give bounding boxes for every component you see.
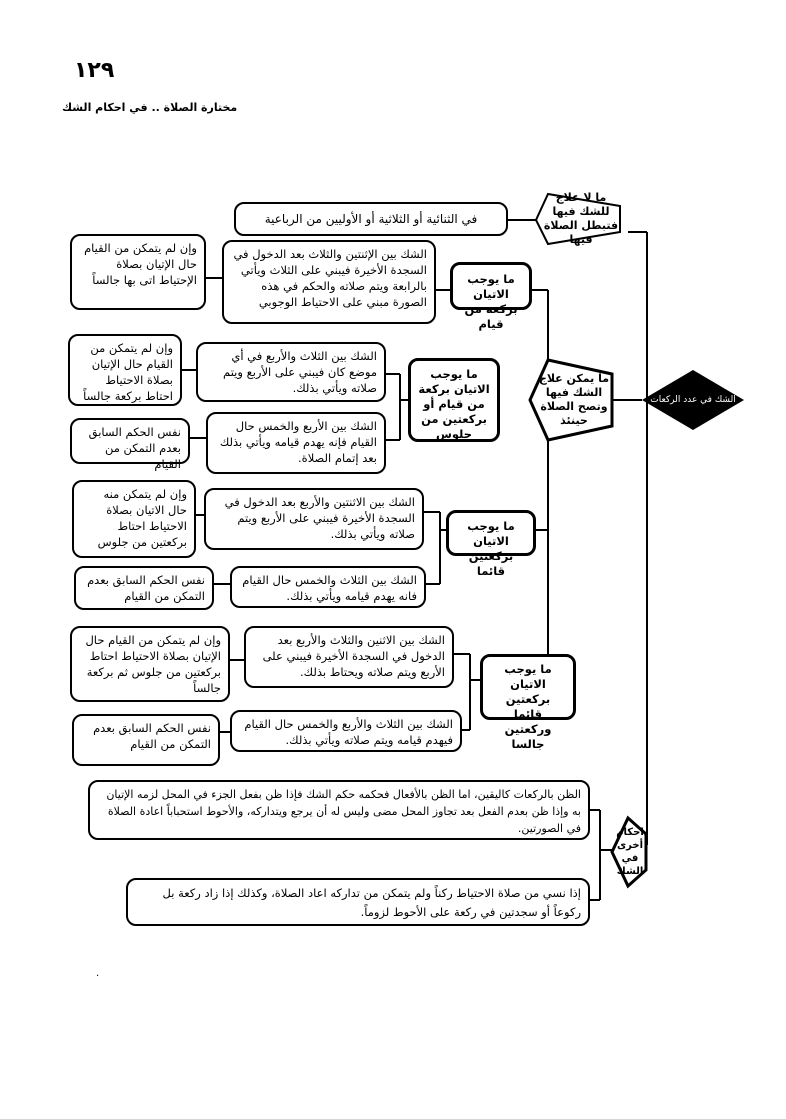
other-note-2: إذا نسي من صلاة الاحتياط ركناً ولم يتمكن من تداركه اعاد الصلاة، وكذلك إذا زاد ركعة بل ركوعاً أو سجدتين في ركعة على الأحوط لزوماً.: [126, 878, 590, 926]
group4-title: ما يوجب الاتيان بركعتين قائما وركعتين جالسا: [480, 654, 576, 720]
group2-case1: الشك بين الثلاث والأربع في أي موضع كان فيبني على الأربع ويتم صلاته ويأتي بذلك.: [196, 342, 386, 402]
group4-alt1: وإن لم يتمكن من القيام حال الإتيان بصلاة الاحتياط احتاط بركعتين من جلوس ثم بركعة جالساً: [70, 626, 230, 702]
group1-case: الشك بين الإثنتين والثلاث بعد الدخول في السجدة الأخيرة فيبني على الثلاث ويأتي بالرابعة ويتم صلاته والحكم في هذه الصورة مبني على الاحتياط الوجوبي: [222, 240, 436, 324]
root-label: الشك في عدد الركعات: [650, 394, 736, 405]
root-diamond: [642, 370, 744, 430]
branch-other-title: احكام أخرى في الشك: [616, 827, 644, 877]
branch-treatable-title: ما يمكن علاج الشك فيها وتصح الصلاة حينئذ: [538, 372, 610, 427]
group2-title: ما يوجب الاتيان بركعة من قيام أو بركعتين من جلوس: [408, 358, 500, 442]
group2-case2: الشك بين الأربع والخمس حال القيام فإنه يهدم قيامه ويأتي بذلك بعد إتمام الصلاة.: [206, 412, 386, 474]
group1-alt: وإن لم يتمكن من القيام حال الإتيان بصلاة الإحتياط اتى بها جالساً: [70, 234, 206, 310]
group4-alt2: نفس الحكم السابق بعدم التمكن من القيام: [72, 714, 220, 766]
other-note-1: الظن بالركعات كاليقين، اما الظن بالأفعال فحكمه حكم الشك فإذا ظن بفعل الجزء في المحل لزمه الإتيان به وإذا ظن بعدم الفعل بعد تجاوز المحل مضى وليس له أن يرجع ويتداركه، والأحوط استحباباً اعادة الصلاة في الصورتين.: [88, 780, 590, 840]
branch-invalid-title: ما لا علاج للشك فيها فتبطل الصلاة فيها: [543, 191, 619, 246]
group3-alt2: نفس الحكم السابق بعدم التمكن من القيام: [74, 566, 214, 610]
page-number: ١٢٩: [74, 58, 115, 83]
group1-title: ما يوجب الاتيان بركعة من قيام: [450, 262, 532, 310]
branch-invalid-detail: في الثنائية أو الثلاثية أو الأوليين من الرباعية: [234, 202, 508, 236]
page-dot: ·: [96, 971, 100, 982]
group3-title: ما يوجب الاتيان بركعتين قائما: [446, 510, 536, 556]
group3-case1: الشك بين الاثنتين والأربع بعد الدخول في السجدة الأخيرة فيبني على الأربع ويتم صلاته ويأتي بذلك.: [204, 488, 424, 550]
group4-case2: الشك بين الثلاث والأربع والخمس حال القيام فيهدم قيامه ويتم صلاته ويأتي بذلك.: [230, 710, 462, 752]
group3-case2: الشك بين الثلاث والخمس حال القيام فانه يهدم قيامه ويأتي بذلك.: [230, 566, 426, 608]
group4-case1: الشك بين الاثنين والثلاث والأربع بعد الدخول في السجدة الأخيرة فيبني على الأربع ويتم صلاته ويحتاط بذلك.: [244, 626, 454, 688]
group2-alt1: وإن لم يتمكن من القيام حال الإتيان بصلاة الاحتياط احتاط بركعة جالساً: [68, 334, 182, 406]
group2-alt2: نفس الحكم السابق بعدم التمكن من القيام: [70, 418, 190, 464]
book-title: مختارة الصلاة .. في احكام الشك: [62, 101, 238, 114]
group3-alt1: وإن لم يتمكن منه حال الاتيان بصلاة الاحتياط احتاط بركعتين من جلوس: [72, 480, 196, 558]
